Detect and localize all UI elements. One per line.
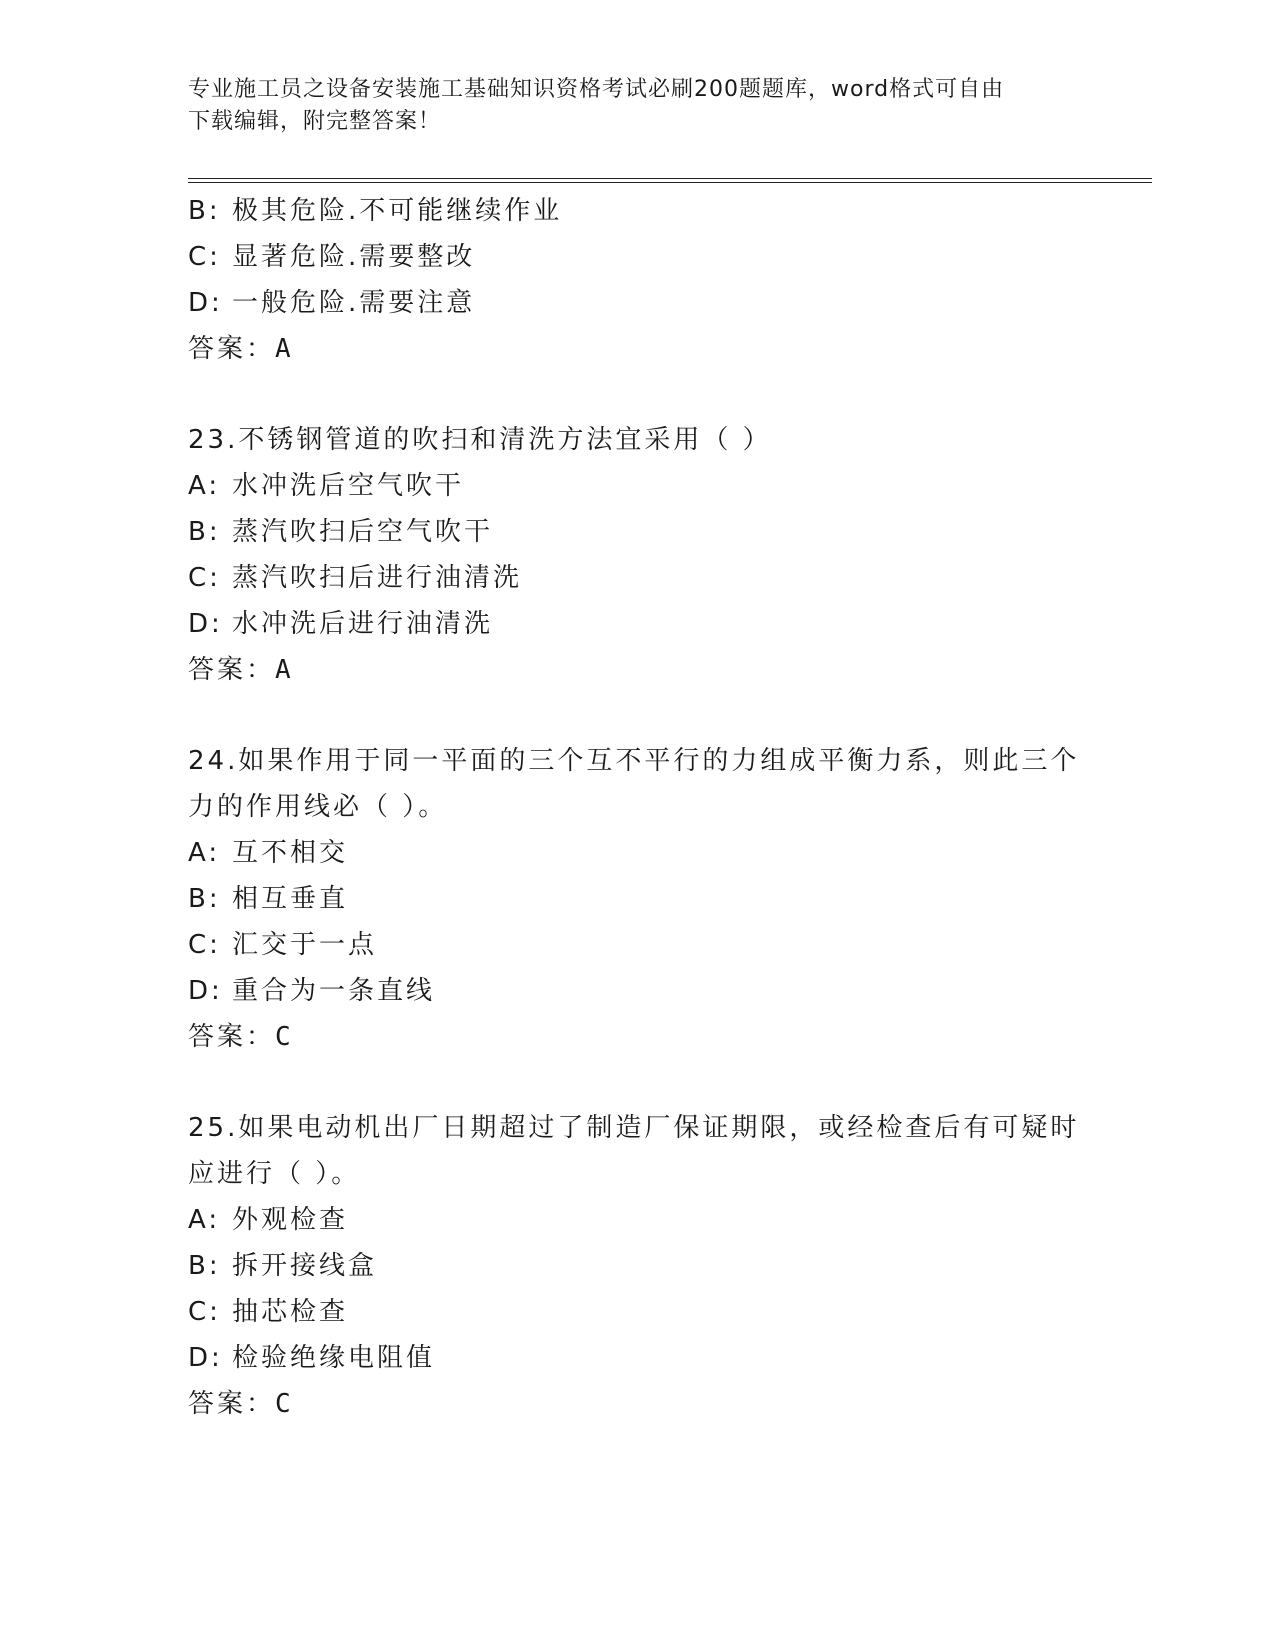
answer-value: C <box>275 1389 294 1419</box>
option-c <box>188 1289 1088 1335</box>
option-b <box>188 1243 1088 1289</box>
question-block-23 <box>188 417 1088 693</box>
option-letter: B: <box>188 196 221 226</box>
option-letter: B: <box>188 517 221 547</box>
answer-line <box>188 1014 1088 1060</box>
header-rule-bottom <box>188 182 1152 183</box>
question-stem-continued: 力的作用线必（ ）。 <box>188 792 448 822</box>
option-text: 汇交于一点 <box>232 930 378 960</box>
header-line-1: 专业施工员之设备安装施工基础知识资格考试必刷200题题库，word格式可自由 <box>188 77 1005 102</box>
question-stem: 24.如果作用于同一平面的三个互不平行的力组成平衡力系，则此三个 <box>188 746 1080 776</box>
question-block-25 <box>188 1105 1088 1427</box>
option-letter: A: <box>188 1205 221 1235</box>
option-d <box>188 601 1088 647</box>
option-a <box>188 463 1088 509</box>
answer-line <box>188 1381 1088 1427</box>
option-letter: D: <box>188 1343 223 1373</box>
option-d <box>188 280 1088 326</box>
option-letter: C: <box>188 930 221 960</box>
option-text: 相互垂直 <box>232 884 349 914</box>
option-b <box>188 509 1088 555</box>
option-c <box>188 555 1088 601</box>
document-content <box>188 188 1088 1427</box>
answer-value: A <box>275 655 294 685</box>
answer-label: 答案： <box>188 334 276 364</box>
option-text: 重合为一条直线 <box>232 976 436 1006</box>
option-text: 蒸汽吹扫后进行油清洗 <box>232 563 523 593</box>
question-stem: 25.如果电动机出厂日期超过了制造厂保证期限，或经检查后有可疑时 <box>188 1113 1080 1143</box>
option-text: 显著危险.需要整改 <box>232 242 476 272</box>
spacer <box>188 693 1088 738</box>
option-text: 检验绝缘电阻值 <box>232 1343 436 1373</box>
question-stem-continued: 应进行（ ）。 <box>188 1159 361 1189</box>
option-letter: D: <box>188 609 223 639</box>
option-text: 蒸汽吹扫后空气吹干 <box>232 517 494 547</box>
option-letter: C: <box>188 242 221 272</box>
option-text: 互不相交 <box>232 838 349 868</box>
option-d <box>188 968 1088 1014</box>
header-line-2: 下载编辑，附完整答案！ <box>188 109 442 134</box>
option-a <box>188 1197 1088 1243</box>
answer-value: A <box>275 334 294 364</box>
header-rule-top <box>188 178 1152 179</box>
option-text: 外观检查 <box>232 1205 349 1235</box>
question-stem: 23.不锈钢管道的吹扫和清洗方法宜采用（ ） <box>188 425 772 455</box>
option-text: 一般危险.需要注意 <box>232 288 476 318</box>
option-letter: C: <box>188 563 221 593</box>
option-letter: B: <box>188 884 221 914</box>
option-letter: A: <box>188 838 221 868</box>
option-a <box>188 830 1088 876</box>
option-b <box>188 188 1088 234</box>
option-text: 水冲洗后进行油清洗 <box>232 609 494 639</box>
option-letter: B: <box>188 1251 221 1281</box>
answer-line <box>188 326 1088 372</box>
answer-label: 答案： <box>188 1389 276 1419</box>
answer-line <box>188 647 1088 693</box>
spacer <box>188 372 1088 417</box>
option-text: 极其危险.不可能继续作业 <box>232 196 563 226</box>
option-letter: C: <box>188 1297 221 1327</box>
document-header <box>188 74 1088 138</box>
question-block-partial <box>188 188 1088 372</box>
option-letter: A: <box>188 471 221 501</box>
answer-value: C <box>275 1022 294 1052</box>
option-d <box>188 1335 1088 1381</box>
question-block-24 <box>188 738 1088 1060</box>
answer-label: 答案： <box>188 655 276 685</box>
answer-label: 答案： <box>188 1022 276 1052</box>
spacer <box>188 1060 1088 1105</box>
option-c <box>188 922 1088 968</box>
option-b <box>188 876 1088 922</box>
option-letter: D: <box>188 976 223 1006</box>
option-text: 抽芯检查 <box>232 1297 349 1327</box>
option-c <box>188 234 1088 280</box>
option-letter: D: <box>188 288 223 318</box>
option-text: 拆开接线盒 <box>232 1251 378 1281</box>
option-text: 水冲洗后空气吹干 <box>232 471 465 501</box>
